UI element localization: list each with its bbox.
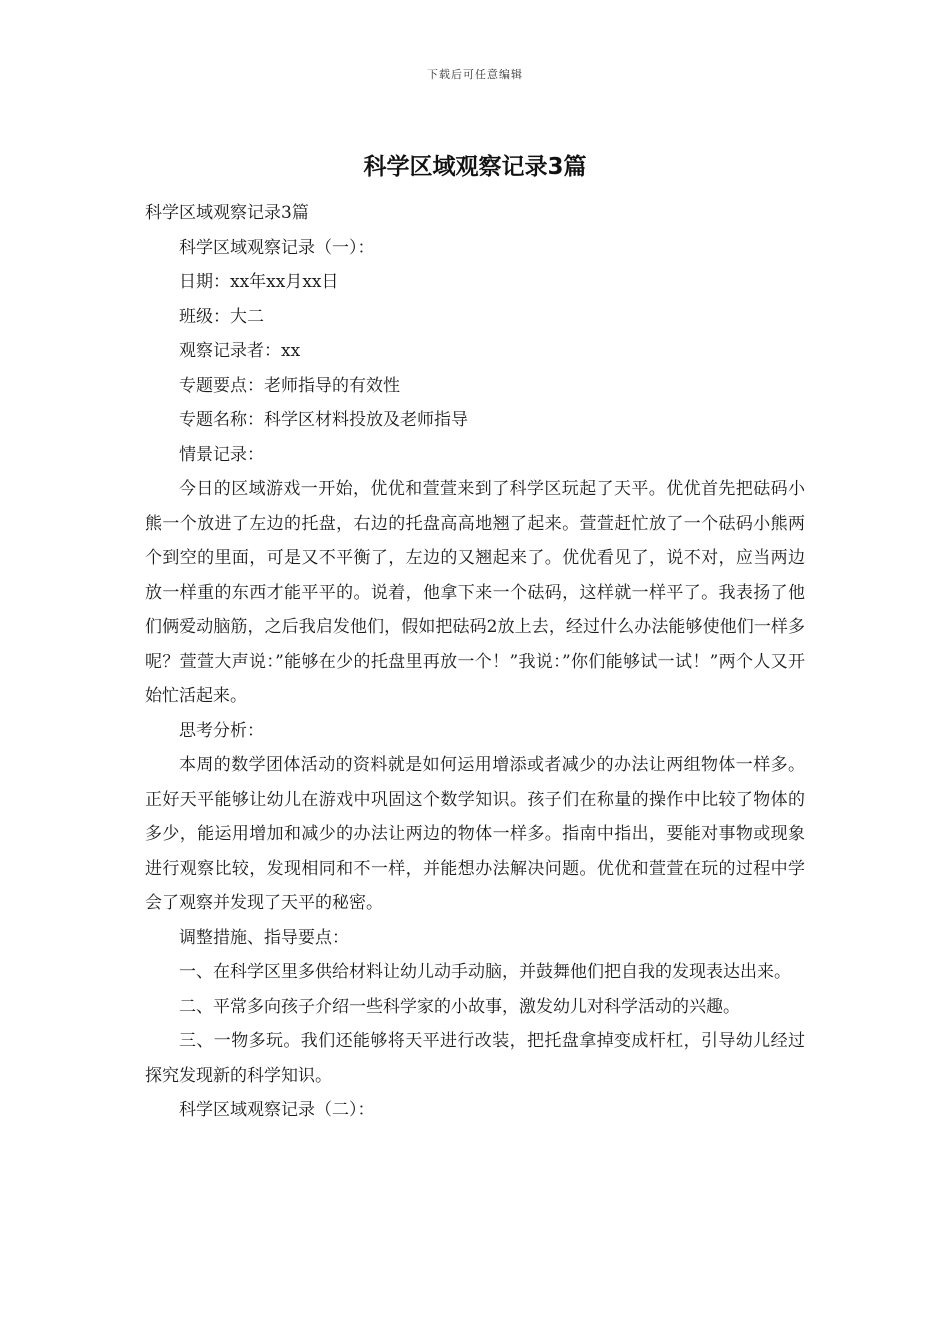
document-title: 科学区域观察记录3篇 <box>363 154 587 180</box>
observer-line: 观察记录者：xx <box>179 341 301 361</box>
analysis-heading: 思考分析： <box>179 720 264 741</box>
adjustment-heading: 调整措施、指导要点： <box>179 927 349 948</box>
section-heading-1: 科学区域观察记录（一）： <box>179 237 375 258</box>
topic-name-line: 专题名称：科学区材料投放及老师指导 <box>179 410 468 430</box>
date-line: 日期：xx年xx月xx日 <box>179 272 339 292</box>
analysis-paragraph: 本周的数学团体活动的资料就是如何运用增添或者减少的办法让两组物体一样多。正好天平能够让幼儿在游戏中巩固这个数学知识。孩子们在称量的操作中比较了物体的多少，能运用增加和减少的办法让两边的物体一样多。指南中指出，要能对事物或现象进行观察比较，发现相同和不一样，并能想办法解决问题。优优和萱萱在玩的过程中学会了观察并发现了天平的秘密。 <box>145 755 805 913</box>
scene-record-paragraph: 今日的区域游戏一开始，优优和萱萱来到了科学区玩起了天平。优优首先把砝码小熊一个放进了左边的托盘，右边的托盘高高地翘了起来。萱萱赶忙放了一个砝码小熊两个到空的里面，可是又不平衡了，左边的又翘起来了。优优看见了，说不对，应当两边放一样重的东西才能平平的。说着，他拿下来一个砝码，这样就一样平了。我表扬了他们俩爱动脑筋，之后我启发他们，假如把砝码2放上去，经过什么办法能够使他们一样多呢？萱萱大声说：”能够在少的托盘里再放一个！”我说：”你们能够试一试！”两个人又开始忙活起来。 <box>145 479 805 706</box>
document-body <box>145 196 805 1128</box>
adjustment-item-3: 三、一物多玩。我们还能够将天平进行改装，把托盘拿掉变成杆杠，引导幼儿经过探究发现新的科学知识。 <box>145 1031 805 1086</box>
adjustment-item-1: 一、在科学区里多供给材料让幼儿动手动脑，并鼓舞他们把自我的发现表达出来。 <box>179 962 791 982</box>
subtitle-paragraph: 科学区域观察记录3篇 <box>145 203 309 223</box>
scene-record-heading: 情景记录： <box>179 444 264 465</box>
header-note: 下载后可任意编辑 <box>427 68 523 81</box>
adjustment-item-2: 二、平常多向孩子介绍一些科学家的小故事，激发幼儿对科学活动的兴趣。 <box>179 996 740 1017</box>
section-heading-2: 科学区域观察记录（二）： <box>179 1100 375 1120</box>
topic-points-line: 专题要点：老师指导的有效性 <box>179 375 400 396</box>
class-line: 班级：大二 <box>179 306 264 327</box>
